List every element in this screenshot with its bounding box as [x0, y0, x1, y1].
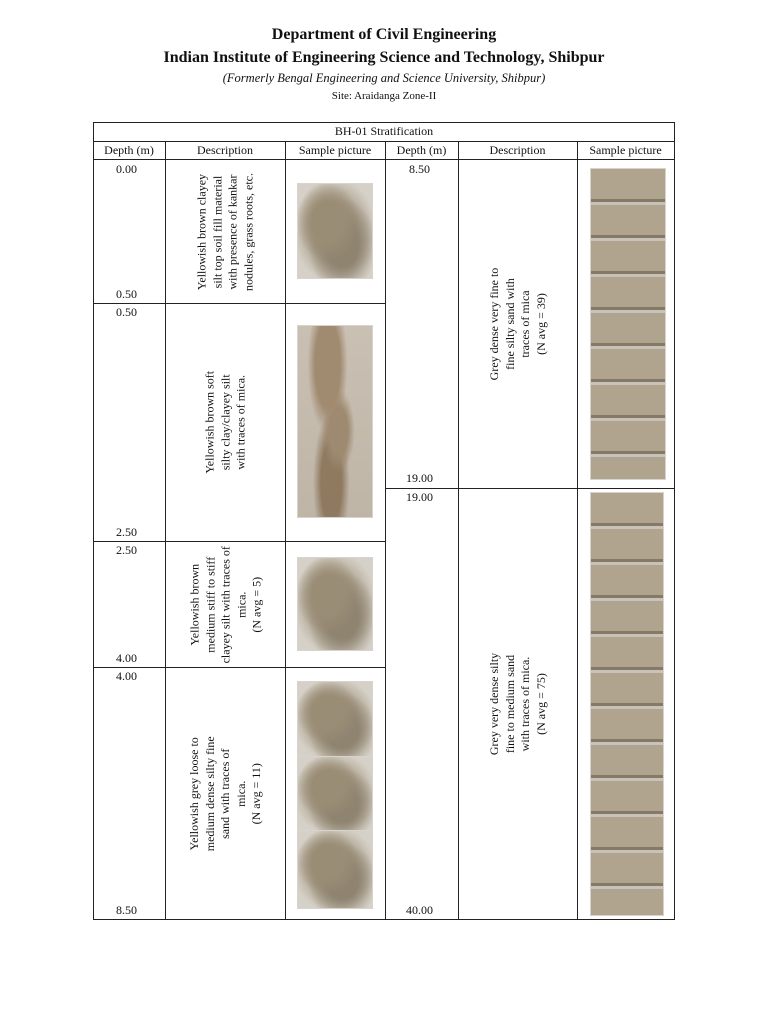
depth-bottom: 4.00: [116, 651, 137, 665]
sample-picture: [297, 830, 373, 909]
depth-bottom: 8.50: [116, 903, 137, 917]
depth-top: 2.50: [116, 543, 137, 557]
sample-picture: [297, 183, 373, 279]
description-text: Grey dense very fine to fine silty sand with traces of mica: [487, 267, 532, 381]
sample-picture: [297, 756, 373, 832]
layer-description: [459, 160, 577, 488]
layer-description: [459, 489, 577, 919]
column-header-description-left: Description: [197, 143, 253, 157]
layer-description: [166, 160, 285, 303]
depth-top: 4.00: [116, 669, 137, 683]
sample-picture: [590, 168, 666, 480]
layer-description: [166, 542, 285, 667]
site-label: Site: Araidanga Zone-II: [331, 90, 437, 102]
depth-top: 8.50: [409, 162, 430, 176]
layer-description: [166, 304, 285, 541]
n-avg-text: (N avg = 5): [248, 576, 263, 633]
description-text: Yellowish brown soft silty clay/clayey silt with traces of mica.: [202, 371, 248, 474]
column-header-sample-left: Sample picture: [298, 143, 372, 157]
description-text: Yellowish brown clayey silt top soil fill material with presence of kankar nodules, grass roots, etc.: [194, 172, 255, 291]
sample-picture: [297, 681, 373, 758]
depth-top: 0.50: [116, 305, 137, 319]
sample-picture: [590, 492, 664, 916]
n-avg-text: (N avg = 39): [533, 293, 548, 355]
table-title: BH-01 Stratification: [334, 124, 434, 138]
n-avg-text: (N avg = 75): [533, 673, 548, 735]
depth-top: 0.00: [116, 162, 137, 176]
column-header-sample-right: Sample picture: [589, 143, 662, 157]
column-header-depth-left: Depth (m): [104, 143, 154, 157]
depth-bottom: 2.50: [116, 525, 137, 539]
depth-bottom: 19.00: [406, 471, 433, 485]
depth-top: 19.00: [406, 490, 433, 504]
depth-bottom: 0.50: [116, 287, 137, 301]
column-header-depth-right: Depth (m): [396, 143, 447, 157]
description-text: Grey very dense silty fine to medium sand with traces of mica.: [487, 652, 532, 756]
sample-picture: [297, 557, 373, 651]
sample-picture: [297, 325, 373, 518]
description-text: Yellowish grey loose to medium dense silty fine sand with traces of mica.: [186, 736, 248, 851]
depth-bottom: 40.00: [406, 903, 433, 917]
column-header-description-right: Description: [489, 143, 546, 157]
department-title: Department of Civil Engineering: [271, 26, 497, 43]
description-text: Yellowish brown medium stiff to stiff clayey silt with traces of mica.: [186, 545, 248, 664]
institute-title: Indian Institute of Engineering Science and Technology, Shibpur: [163, 49, 605, 66]
layer-description: [166, 668, 285, 919]
formerly-subtitle: (Formerly Bengal Engineering and Science University, Shibpur): [222, 71, 546, 85]
n-avg-text: (N avg = 11): [248, 762, 263, 825]
